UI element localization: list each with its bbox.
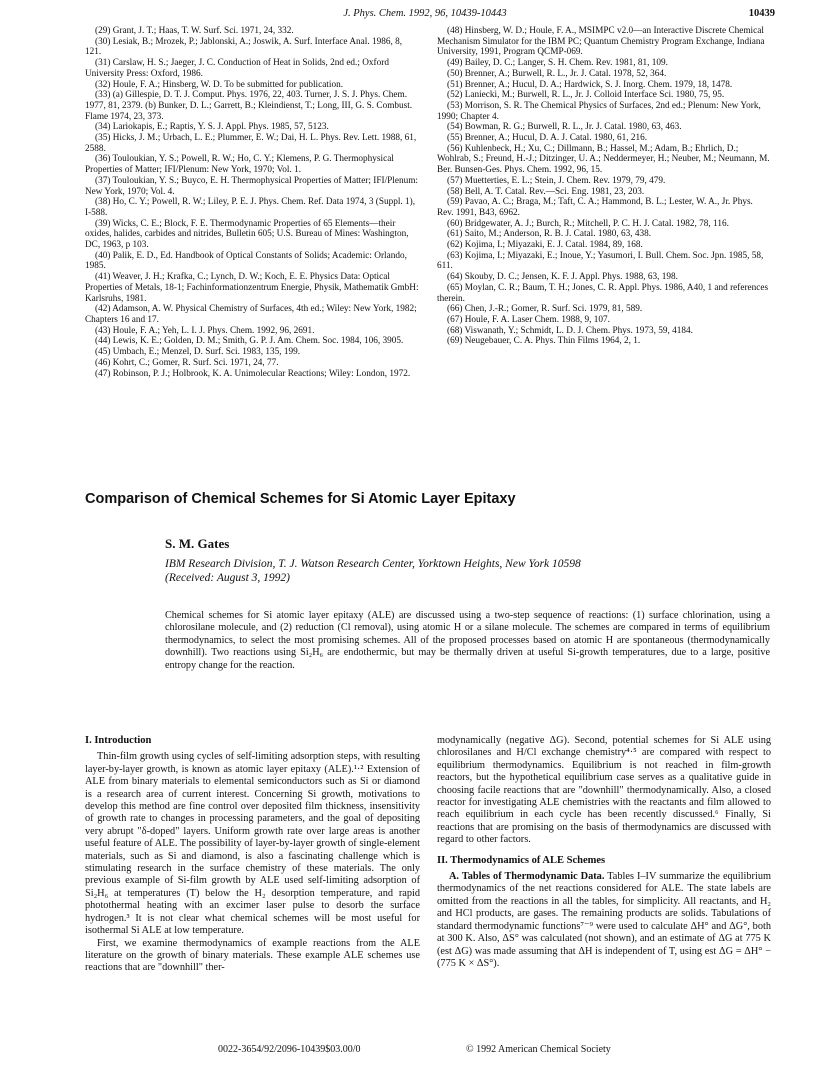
abstract: Chemical schemes for Si atomic layer epitaxy (ALE) are discussed using a two-step sequence of reactions: (1) surface chlorination, using a chlorosilane molecule, and (2) reduction (Cl removal), using atomic H or a silane molecule. The schemes are compared in terms of equilibrium thermodynamics, to select the most promising schemes. All of the proposed processes based on atomic H are spontaneous (thermodynamically downhill). Two reactions using Si₂H₆ are endothermic, but may be thermally driven at useful Si-growth temperatures, due to a large, positive entropy change for the reaction.: [165, 610, 770, 671]
reference-entry: (56) Kuhlenbeck, H.; Xu, C.; Dillmann, B.; Hassel, M.; Adam, B.; Ehrlich, D.; Wohlrab, S.; Freund, H.-J.; Ditzinger, U. A.; Neddermeyer, H.; Neuber, M.; Neumann, M. Ber. Bunsen-Ges. Phys. Chem. 1992, 96, 15.: [437, 143, 770, 176]
body-right-column: [437, 735, 771, 970]
section-heading-introduction: I. Introduction: [85, 735, 152, 746]
reference-entry: (47) Robinson, P. J.; Holbrook, K. A. Unimolecular Reactions; Wiley: London, 1972.: [95, 368, 411, 379]
reference-entry: (68) Viswanath, Y.; Schmidt, L. D. J. Chem. Phys. 1973, 59, 4184.: [447, 325, 693, 336]
reference-entry: (65) Moylan, C. R.; Baum, T. H.; Jones, C. R. Appl. Phys. 1986, A40, 1 and references therein.: [437, 282, 769, 304]
copyright: © 1992 American Chemical Society: [466, 1044, 611, 1055]
reference-entry: (42) Adamson, A. W. Physical Chemistry of Surfaces, 4th ed.; Wiley: New York, 1982; Chapters 16 and 17.: [85, 304, 417, 325]
reference-entry: (34) Lariokapis, E.; Raptis, Y. S. J. Appl. Phys. 1985, 57, 5123.: [95, 122, 329, 133]
received-date: (Received: August 3, 1992): [165, 572, 290, 584]
reference-entry: (64) Skouby, D. C.; Jensen, K. F. J. Appl. Phys. 1988, 63, 198.: [447, 272, 678, 283]
reference-entry: (35) Hicks, J. M.; Urbach, L. E.; Plummer, E. W.; Dai, H. L. Phys. Rev. Lett. 1988, 61, 2588.: [85, 133, 417, 154]
references-right-column: [437, 26, 771, 347]
reference-entry: (38) Ho, C. Y.; Powell, R. W.; Liley, P. E. J. Phys. Chem. Ref. Data 1974, 3 (Suppl. 1), I-588.: [85, 197, 416, 218]
body-paragraph-text: Tables I–IV summarize the equilibrium thermodynamics of the net reactions considered for ALE. The state labels are omitted from the reactions in all the tables, for simplicity. All reactants, and H₂ and HCl products, are gases. The remaining products are solids. Tabulations of standard thermodynamic functions⁷⁻⁹ were used to calculate ΔH° and ΔG°, both at 300 K. Also, ΔS° was calculated (not shown), and an estimate of ΔG at 775 K (est ΔG) was made assuming that ΔH is independent of T, using est ΔG = ΔH° − (775 K × ΔS°).: [437, 871, 771, 969]
reference-entry: (39) Wicks, C. E.; Block, F. E. Thermodynamic Properties of 65 Elements—their oxides, halides, carbides and nitrides, Bulletin 605; U.S. Bureau of Mines: Washington, DC, 1963, p 103.: [85, 218, 409, 251]
reference-entry: (46) Kohrt, C.; Gomer, R. Surf. Sci. 1971, 24, 77.: [95, 357, 279, 368]
reference-entry: (57) Muetterties, E. L.; Stein, J. Chem. Rev. 1979, 79, 479.: [447, 175, 666, 186]
subsection-heading: A. Tables of Thermodynamic Data.: [449, 871, 605, 883]
reference-entry: (51) Brenner, A.; Hucul, D. A.; Hardwick, S. J. Inorg. Chem. 1979, 18, 1478.: [447, 79, 733, 90]
body-paragraph: First, we examine thermodynamics of example reactions from the ALE literature on the growth of binary materials. These example ALE schemes use reactions that are "downhill" ther-: [85, 937, 420, 974]
reference-entry: (66) Chen, J.-R.; Gomer, R. Surf. Sci. 1979, 81, 589.: [447, 304, 643, 315]
article-code: 0022-3654/92/2096-10439$03.00/0: [218, 1044, 361, 1055]
section-heading-thermodynamics: II. Thermodynamics of ALE Schemes: [437, 854, 606, 866]
references-left-column: [85, 26, 420, 379]
reference-entry: (30) Lesiak, B.; Mrozek, P.; Jablonski, A.; Joswik, A. Surf. Interface Anal. 1986, 8, 121.: [85, 36, 403, 58]
affiliation: IBM Research Division, T. J. Watson Research Center, Yorktown Heights, New York 10598: [165, 558, 581, 570]
running-header: [75, 8, 775, 24]
page-number: 10439: [748, 8, 775, 19]
reference-entry: (59) Pavao, A. C.; Braga, M.; Taft, C. A.; Hammond, B. L.; Lester, W. A., Jr. Phys. Rev. 1991, B43, 6962.: [437, 197, 753, 218]
reference-entry: (33) (a) Gillespie, D. T. J. Comput. Phys. 1976, 22, 403. Turner, J. S. J. Phys. Chem. 1977, 81, 2379. (b) Bunker, D. L.; Garrett, B.; Kleindienst, T.; Long, III, G. S. Combust. Flame 1974, 23, 373.: [85, 90, 413, 122]
reference-entry: (37) Touloukian, Y. S.; Buyco, E. H. Thermophysical Properties of Matter; IFI/Plenum: New York, 1970; Vol. 4.: [85, 175, 418, 197]
reference-entry: (52) Laniecki, M.; Burwell, R. L., Jr. J. Colloid Interface Sci. 1980, 75, 95.: [447, 90, 725, 101]
reference-entry: (55) Brenner, A.; Hucul, D. A. J. Catal. 1980, 61, 216.: [447, 133, 648, 144]
reference-entry: (48) Hinsberg, W. D.; Houle, F. A., MSIMPC v2.0—an Interactive Discrete Chemical Mechanism Simulator for the IBM PC; Quantum Chemistry Program Exchange, Indiana University, 1991, Program QCMP-069.: [437, 26, 765, 58]
reference-entry: (32) Houle, F. A.; Hinsberg, W. D. To be submitted for publication.: [95, 79, 344, 90]
reference-entry: (50) Brenner, A.; Burwell, R. L., Jr. J. Catal. 1978, 52, 364.: [447, 68, 667, 79]
body-paragraph-continued: modynamically (negative ΔG). Second, potential schemes for Si ALE using chlorosilanes and H/Cl exchange chemistry⁴·⁵ are compared with respect to equilibrium thermodynamics. Equilibrium is not reached in film-growth reactors, but the hypothetical equilibrium case serves as a qualitative guide in choosing facile reactions that are "downhill" thermodynamically. Also, a closed reactor for investigating ALE chemistries with the reactants and film allowed to reach equilibrium in each cycle has been recently discussed.⁶ Finally, Si reactions that are promising on the basis of thermodynamics are discussed with regard to other factors.: [437, 735, 771, 846]
body-paragraph: Thin-film growth using cycles of self-limiting adsorption steps, with resulting layer-by-layer growth, is known as atomic layer epitaxy (ALE).¹·² Extension of ALE from binary materials to elemental semiconductors such as Si or diamond is a research area of current interest. Concerning Si growth, motivations to develop this method are fine control over deposited film thickness, insensitivity of growth rate to changes in processing parameters, and the goal of depositing very abrupt "δ-doped" layers. Uniform growth rate over large areas is another useful feature of ALE. The possibility of layer-by-layer growth of single-element materials, such as Si and diamond, is also a fascinating challenge which is stimulating research in the surface chemistry of these materials. The only previous example of Si-film growth by ALE used self-limiting adsorption of Si₂H₆ at temperatures (T) below the H₂ desorption temperature, and rapid photothermal heating with an excimer laser pulse to desorb the surface hydrogen.³ It is not clear what chemical schemes will be most useful for isothermal Si ALE at low temperature.: [85, 751, 420, 937]
reference-entry: (44) Lewis, K. E.; Golden, D. M.; Smith, G. P. J. Am. Chem. Soc. 1984, 106, 3905.: [95, 336, 404, 347]
reference-entry: (36) Touloukian, Y. S.; Powell, R. W.; Ho, C. Y.; Klemens, P. G. Thermophysical Properties of Matter; IFI/Plenum: New York, 1970; Vol. 1.: [85, 154, 394, 176]
reference-entry: (67) Houle, F. A. Laser Chem. 1988, 9, 107.: [447, 314, 610, 325]
reference-entry: (31) Carslaw, H. S.; Jaeger, J. C. Conduction of Heat in Solids, 2nd ed.; Oxford University Press: Oxford, 1986.: [85, 58, 389, 79]
reference-entry: (58) Bell, A. T. Catal. Rev.—Sci. Eng. 1981, 23, 203.: [447, 186, 645, 197]
reference-entry: (63) Kojima, I.; Miyazaki, E.; Inoue, Y.; Yasumori, I. Bull. Chem. Soc. Jpn. 1985, 58, 611.: [437, 250, 764, 272]
reference-entry: (40) Palik, E. D., Ed. Handbook of Optical Constants of Solids; Academic: Orlando, 1985.: [85, 250, 407, 272]
reference-entry: (62) Kojima, I.; Miyazaki, E. J. Catal. 1984, 89, 168.: [447, 240, 643, 251]
reference-entry: (61) Saito, M.; Anderson, R. B. J. Catal. 1980, 63, 438.: [447, 229, 652, 240]
reference-entry: (49) Bailey, D. C.; Langer, S. H. Chem. Rev. 1981, 81, 109.: [447, 58, 668, 69]
reference-entry: (53) Morrison, S. R. The Chemical Physics of Surfaces, 2nd ed.; Plenum: New York, 1990; Chapter 4.: [437, 100, 761, 122]
reference-entry: (29) Grant, J. T.; Haas, T. W. Surf. Sci. 1971, 24, 332.: [95, 26, 294, 36]
reference-entry: (54) Bowman, R. G.; Burwell, R. L., Jr. J. Catal. 1980, 63, 463.: [447, 122, 682, 133]
article-title: Comparison of Chemical Schemes for Si Atomic Layer Epitaxy: [85, 491, 516, 507]
affiliation-block: [165, 557, 725, 585]
reference-entry: (69) Neugebauer, C. A. Phys. Thin Films 1964, 2, 1.: [447, 336, 641, 347]
reference-entry: (43) Houle, F. A.; Yeh, L. I. J. Phys. Chem. 1992, 96, 2691.: [95, 325, 315, 336]
body-left-column: [85, 735, 420, 975]
reference-entry: (41) Weaver, J. H.; Krafka, C.; Lynch, D. W.; Koch, E. E. Physics Data: Optical Properties of Metals, 18-1; Fachinformationzentrum Energie, Physik, Mathematik GmbH: Karlsruhs, 1981.: [85, 272, 419, 304]
body-paragraph: [437, 871, 771, 970]
article-author: S. M. Gates: [165, 536, 230, 551]
journal-citation: J. Phys. Chem. 1992, 96, 10439-10443: [343, 8, 507, 19]
reference-entry: (45) Umbach, E.; Menzel, D. Surf. Sci. 1983, 135, 199.: [95, 347, 301, 358]
reference-entry: (60) Bridgewater, A. J.; Burch, R.; Mitchell, P. C. H. J. Catal. 1982, 78, 116.: [447, 218, 729, 229]
